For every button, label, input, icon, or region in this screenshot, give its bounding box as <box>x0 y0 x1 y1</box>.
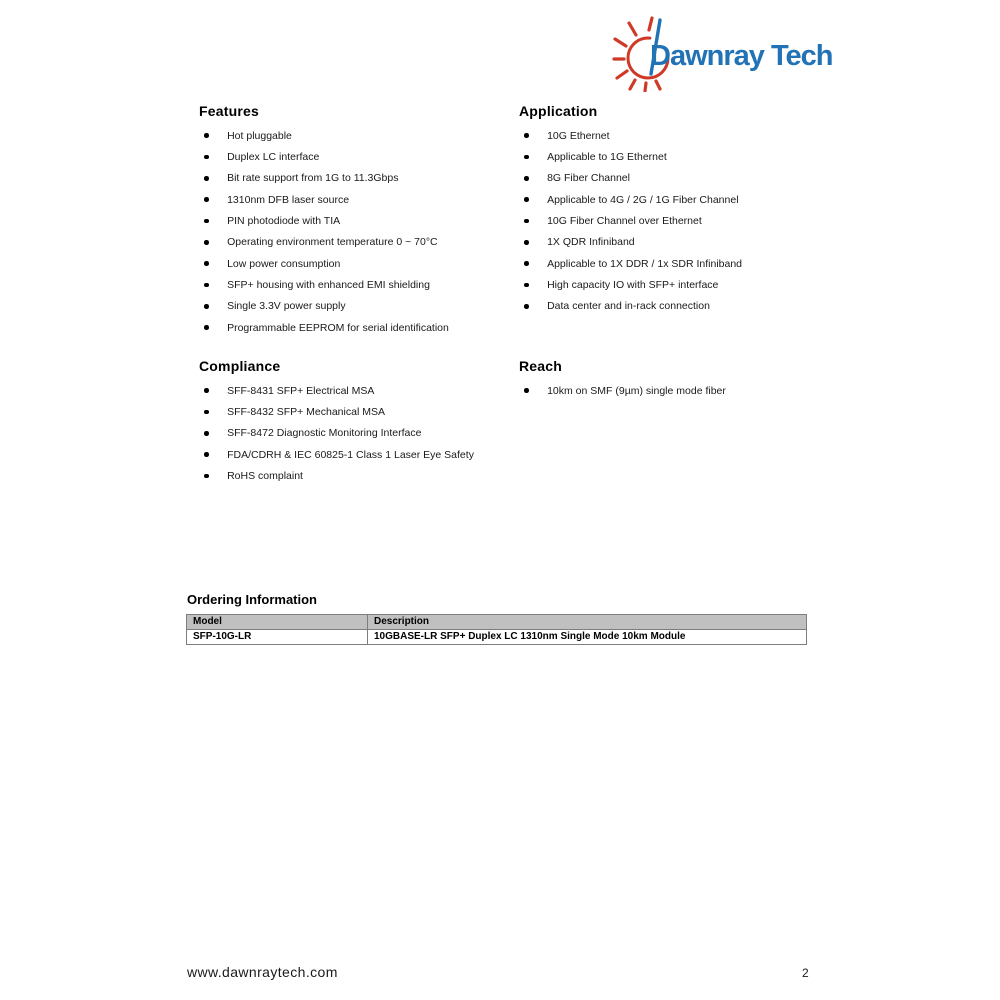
bullet-icon <box>204 452 209 457</box>
section-title-compliance: Compliance <box>199 358 281 374</box>
list-item: Programmable EEPROM for serial identification <box>199 317 517 338</box>
list-item: 10G Ethernet <box>519 125 837 146</box>
bullet-icon <box>524 240 529 245</box>
bullet-icon <box>204 197 209 202</box>
bullet-icon <box>204 388 209 393</box>
bullet-icon <box>204 219 209 224</box>
table-row <box>187 630 807 645</box>
list-item: Data center and in-rack connection <box>519 296 837 317</box>
bullet-icon <box>204 431 209 436</box>
application-list <box>519 125 837 317</box>
bullet-icon <box>524 219 529 224</box>
column-header-description: Description <box>368 615 807 630</box>
list-item: SFF-8431 SFP+ Electrical MSA <box>199 380 521 401</box>
list-item: Hot pluggable <box>199 125 517 146</box>
list-item: Low power consumption <box>199 253 517 274</box>
bullet-icon <box>524 388 529 393</box>
reach-section <box>519 358 841 401</box>
section-title-reach: Reach <box>519 358 563 374</box>
compliance-section <box>199 358 521 487</box>
bullet-icon <box>204 283 209 288</box>
list-item: 10G Fiber Channel over Ethernet <box>519 210 837 231</box>
reach-list <box>519 380 841 401</box>
bullet-icon <box>204 325 209 330</box>
list-item: Applicable to 1G Ethernet <box>519 146 837 167</box>
bullet-icon <box>524 261 529 266</box>
page-number: 2 <box>802 966 809 980</box>
section-title-features: Features <box>199 103 259 119</box>
bullet-icon <box>204 304 209 309</box>
compliance-list <box>199 380 521 487</box>
list-item: SFF-8472 Diagnostic Monitoring Interface <box>199 423 521 444</box>
list-item: Bit rate support from 1G to 11.3Gbps <box>199 168 517 189</box>
company-logo <box>610 12 850 96</box>
list-item: FDA/CDRH & IEC 60825-1 Class 1 Laser Eye Safety <box>199 444 521 465</box>
cell-description: 10GBASE-LR SFP+ Duplex LC 1310nm Single Mode 10km Module <box>368 630 807 645</box>
bullet-icon <box>204 133 209 138</box>
column-header-model: Model <box>187 615 368 630</box>
ordering-section <box>186 592 806 645</box>
bullet-icon <box>204 240 209 245</box>
bullet-icon <box>524 176 529 181</box>
list-item: 10km on SMF (9µm) single mode fiber <box>519 380 841 401</box>
list-item: 1X QDR Infiniband <box>519 232 837 253</box>
section-title-application: Application <box>519 103 598 119</box>
list-item: Single 3.3V power supply <box>199 296 517 317</box>
footer-website-url: www.dawnraytech.com <box>187 964 338 980</box>
logo-text: Dawnray Tech <box>650 40 833 72</box>
bullet-icon <box>524 197 529 202</box>
list-item: Applicable to 1X DDR / 1x SDR Infiniband <box>519 253 837 274</box>
list-item: High capacity IO with SFP+ interface <box>519 274 837 295</box>
application-section <box>519 103 837 317</box>
bullet-icon <box>204 474 209 479</box>
ordering-table <box>186 614 807 645</box>
features-section <box>199 103 517 338</box>
list-item: PIN photodiode with TIA <box>199 210 517 231</box>
bullet-icon <box>524 155 529 160</box>
bullet-icon <box>524 133 529 138</box>
section-title-ordering: Ordering Information <box>187 592 317 607</box>
bullet-icon <box>524 283 529 288</box>
list-item: 1310nm DFB laser source <box>199 189 517 210</box>
list-item: Applicable to 4G / 2G / 1G Fiber Channel <box>519 189 837 210</box>
bullet-icon <box>204 261 209 266</box>
list-item: SFF-8432 SFP+ Mechanical MSA <box>199 401 521 422</box>
bullet-icon <box>524 304 529 309</box>
list-item: Duplex LC interface <box>199 146 517 167</box>
bullet-icon <box>204 410 209 415</box>
table-header-row <box>187 615 807 630</box>
list-item: 8G Fiber Channel <box>519 168 837 189</box>
cell-model: SFP-10G-LR <box>187 630 368 645</box>
list-item: Operating environment temperature 0 ~ 70°C <box>199 232 517 253</box>
list-item: RoHS complaint <box>199 465 521 486</box>
bullet-icon <box>204 176 209 181</box>
features-list <box>199 125 517 338</box>
list-item: SFP+ housing with enhanced EMI shielding <box>199 274 517 295</box>
bullet-icon <box>204 155 209 160</box>
